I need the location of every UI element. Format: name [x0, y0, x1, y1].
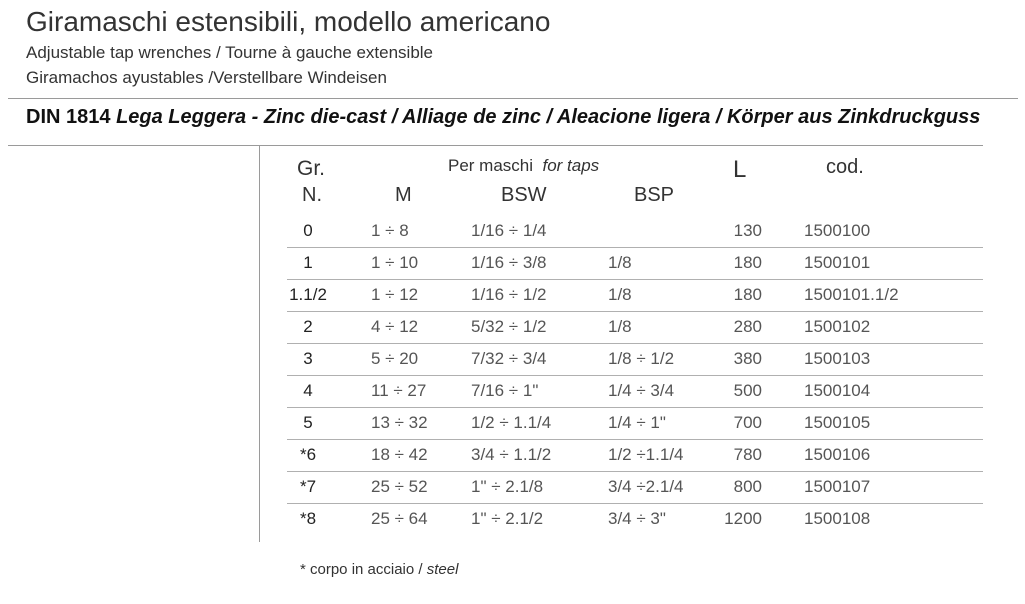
- cell-bsw: 1" ÷ 2.1/8: [471, 477, 544, 496]
- cell-bsp: 1/8: [608, 317, 632, 336]
- cell-cod: 1500106: [804, 445, 871, 464]
- cell-bsp: 1/4 ÷ 1": [608, 413, 666, 432]
- cell-m: 1 ÷ 10: [371, 253, 419, 272]
- cell-bsw: 1/16 ÷ 1/2: [471, 285, 547, 304]
- cell-bsw: 5/32 ÷ 1/2: [471, 317, 547, 336]
- cell-l: 800: [733, 477, 762, 496]
- header-m: M: [395, 184, 412, 206]
- cell-n: *8: [299, 509, 317, 528]
- footnote: [300, 561, 458, 578]
- table-row: [287, 503, 983, 535]
- cell-l: 130: [733, 221, 762, 240]
- subtitle-line-1: Adjustable tap wrenches / Tourne à gauche extensible: [26, 43, 434, 62]
- cell-m: 25 ÷ 52: [371, 477, 428, 496]
- cell-m: 5 ÷ 20: [371, 349, 419, 368]
- table-row: [287, 215, 983, 248]
- header-gr: Gr.: [297, 157, 326, 180]
- header-bsp: BSP: [634, 184, 675, 206]
- table-top-divider: [8, 145, 983, 146]
- top-divider: [8, 98, 1018, 99]
- cell-n: 4: [303, 381, 313, 400]
- cell-cod: 1500101: [804, 253, 871, 272]
- cell-n: *7: [299, 477, 317, 496]
- page-title: Giramaschi estensibili, modello americano: [26, 6, 551, 37]
- cell-bsp: 1/8: [608, 285, 632, 304]
- cell-n: 1.1/2: [289, 285, 327, 304]
- header-per-maschi-label: Per maschi: [448, 156, 534, 175]
- cell-bsw: 7/16 ÷ 1": [471, 381, 539, 400]
- header-per-maschi: [448, 156, 599, 176]
- cell-m: 11 ÷ 27: [371, 381, 427, 400]
- material-description: Lega Leggera - Zinc die-cast / Alliage de zinc / Aleacione ligera / Körper aus Zinkdruckguss: [116, 106, 981, 128]
- cell-bsw: 1/16 ÷ 1/4: [471, 221, 547, 240]
- cell-l: 780: [733, 445, 762, 464]
- table-row: [287, 343, 983, 376]
- cell-bsw: 1" ÷ 2.1/2: [471, 509, 544, 528]
- cell-l: 180: [733, 285, 762, 304]
- table-row: [287, 407, 983, 440]
- cell-cod: 1500100: [804, 221, 871, 240]
- cell-n: *6: [299, 445, 317, 464]
- cell-bsp: 1/8: [608, 253, 632, 272]
- cell-bsp: 1/2 ÷1.1/4: [608, 445, 684, 464]
- cell-l: 380: [733, 349, 762, 368]
- subtitle-line-2: Giramachos ayustables /Verstellbare Windeisen: [26, 68, 387, 87]
- cell-l: 280: [733, 317, 762, 336]
- table-row: [287, 471, 983, 504]
- cell-cod: 1500102: [804, 317, 871, 336]
- cell-n: 1: [303, 253, 313, 272]
- cell-m: 13 ÷ 32: [371, 413, 428, 432]
- footnote-italic: steel: [426, 561, 459, 578]
- header-l: L: [733, 156, 747, 183]
- header-for-taps-label: for taps: [542, 156, 600, 175]
- cell-m: 4 ÷ 12: [371, 317, 419, 336]
- table-row: [287, 375, 983, 408]
- cell-l: 500: [733, 381, 762, 400]
- cell-cod: 1500103: [804, 349, 871, 368]
- din-standard: DIN 1814: [26, 106, 111, 128]
- cell-n: 0: [303, 221, 313, 240]
- cell-cod: 1500107: [804, 477, 871, 496]
- cell-cod: 1500108: [804, 509, 871, 528]
- cell-m: 1 ÷ 12: [371, 285, 419, 304]
- cell-l: 180: [733, 253, 762, 272]
- cell-m: 25 ÷ 64: [371, 509, 428, 528]
- table-row: [287, 311, 983, 344]
- cell-cod: 1500101.1/2: [804, 285, 899, 304]
- cell-bsw: 3/4 ÷ 1.1/2: [471, 445, 552, 464]
- cell-m: 18 ÷ 42: [371, 445, 428, 464]
- table-row: [287, 279, 983, 312]
- cell-bsp: 3/4 ÷2.1/4: [608, 477, 684, 496]
- cell-bsw: 1/2 ÷ 1.1/4: [471, 413, 552, 432]
- header-cod: cod.: [826, 156, 864, 178]
- header-bsw: BSW: [501, 184, 547, 206]
- material-heading: [26, 106, 980, 129]
- cell-n: 3: [303, 349, 313, 368]
- header-n: N.: [302, 184, 322, 206]
- cell-bsp: 1/4 ÷ 3/4: [608, 381, 675, 400]
- cell-cod: 1500105: [804, 413, 871, 432]
- cell-l: 1200: [724, 509, 762, 528]
- footnote-text: * corpo in acciaio /: [300, 561, 427, 578]
- table-row: [287, 247, 983, 280]
- cell-n: 5: [303, 413, 313, 432]
- cell-bsp: 3/4 ÷ 3": [608, 509, 666, 528]
- cell-bsw: 1/16 ÷ 3/8: [471, 253, 547, 272]
- table-row: [287, 439, 983, 472]
- cell-l: 700: [733, 413, 762, 432]
- cell-bsw: 7/32 ÷ 3/4: [471, 349, 547, 368]
- cell-cod: 1500104: [804, 381, 871, 400]
- cell-n: 2: [303, 317, 313, 336]
- cell-bsp: 1/8 ÷ 1/2: [608, 349, 675, 368]
- cell-m: 1 ÷ 8: [371, 221, 409, 240]
- table-left-border: [259, 146, 260, 542]
